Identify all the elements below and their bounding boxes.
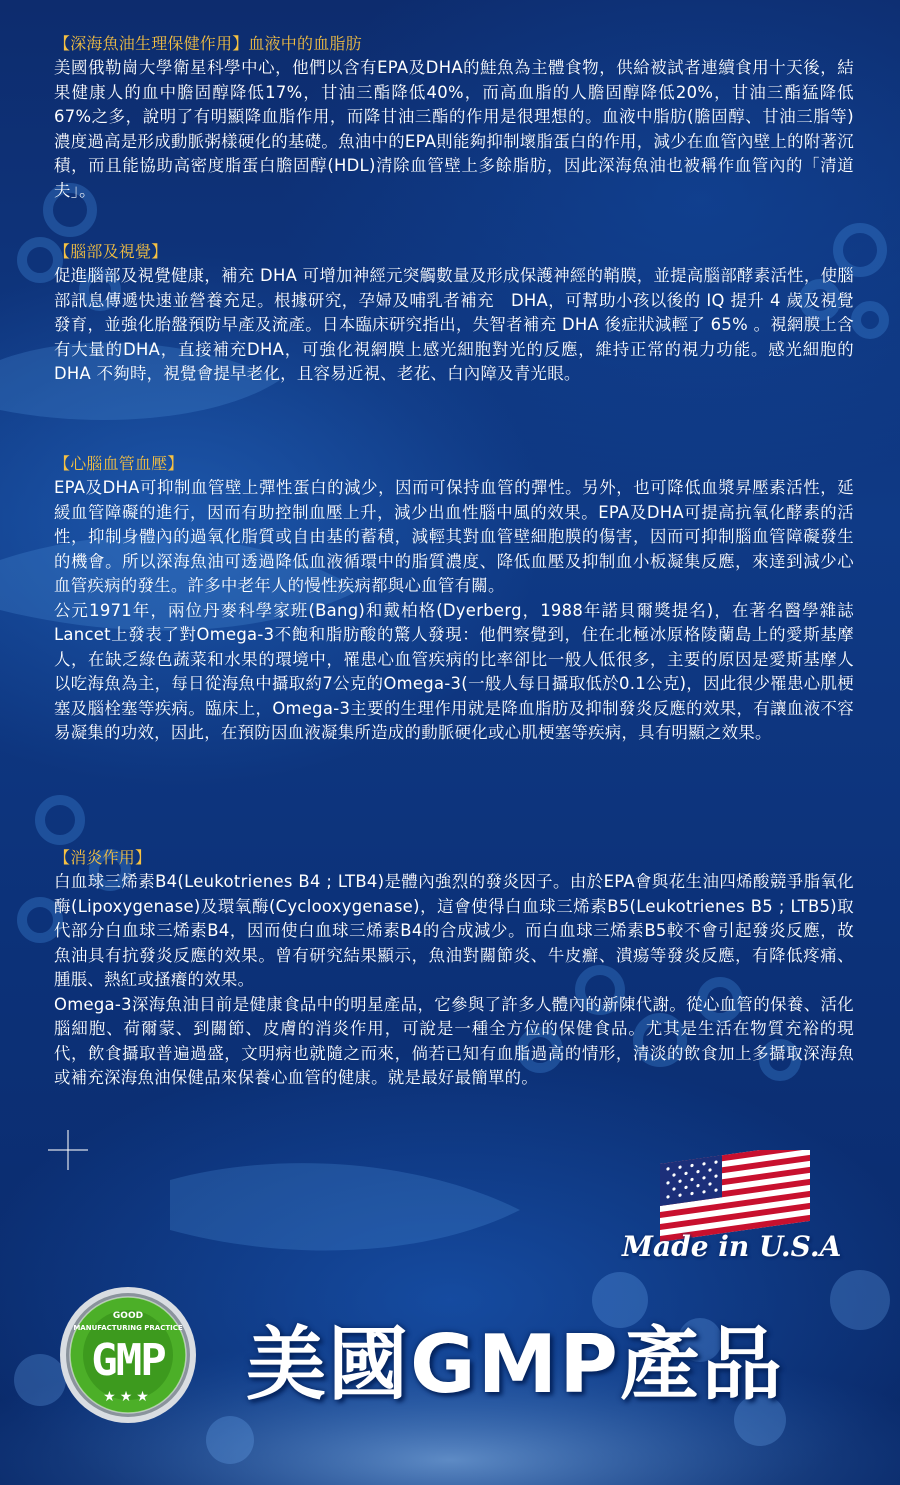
section-lipids bbox=[54, 32, 854, 203]
badge-stars: ★★★ bbox=[103, 1389, 153, 1405]
section-cardiovascular bbox=[54, 452, 854, 746]
gmp-badge-icon bbox=[58, 1285, 198, 1425]
section-heading: 【消炎作用】 bbox=[54, 848, 152, 867]
gmp-product-title: 美國GMP產品 bbox=[246, 1318, 784, 1411]
section-heading: 【深海魚油生理保健作用】血液中的血脂肪 bbox=[54, 34, 362, 53]
paragraph: Omega-3深海魚油目前是健康食品中的明星產品，它參與了許多人體內的新陳代謝。從心血管的保養、活化腦細胞、荷爾蒙、到關節、皮膚的消炎作用，可說是一種全方位的保健食品。尤其是生活在物質充裕的現代，飲食攝取普遍過盛，文明病也就隨之而來，倘若已知有血脂過高的情形，清淡的飲食加上多攝取深海魚或補充深海魚油保健品來保養心血管的健康。就是最好最簡單的。 bbox=[54, 994, 854, 1087]
section-brain-vision bbox=[54, 240, 854, 387]
paragraph: EPA及DHA可抑制血管壁上彈性蛋白的減少，因而可保持血管的彈性。另外，也可降低血漿昇壓素活性，延緩血管障礙的進行，因而有助控制血壓上升，減少出血性腦中風的效果。EPA及DHA可提高抗氧化酵素的活性，抑制身體內的過氧化脂質或自由基的蓄積，減輕其對血管壁細胞膜的傷害，因而可抑制腦血管障礙發生的機會。所以深海魚油可透過降低血液循環中的脂質濃度、降低血壓及抑制血小板凝集反應，來達到減少心血管疾病的發生。許多中老年人的慢性疾病都與心血管有關。 bbox=[54, 478, 854, 595]
badge-top-text: GOOD bbox=[112, 1311, 144, 1321]
section-body bbox=[54, 56, 854, 203]
section-heading: 【腦部及視覺】 bbox=[54, 242, 168, 261]
paragraph: 促進腦部及視覺健康，補充 DHA 可增加神經元突觸數量及形成保護神經的鞘膜，並提高腦部酵素活性，使腦部訊息傳遞快速並營養充足。根據研究，孕婦及哺乳者補充 DHA，可幫助小孩以後的 IQ 提升 4 歲及視覺發育，並強化胎盤預防早產及流產。日本臨床研究指出，失智者補充 DHA 後症狀減輕了 65% 。視網膜上含有大量的DHA，直接補充DHA，可強化視網膜上感光細胞對光的反應，維持正常的視力功能。感光細胞的 DHA 不夠時，視覺會提早老化，且容易近視、老花、白內障及青光眼。 bbox=[54, 266, 854, 383]
section-body bbox=[54, 264, 854, 387]
badge-subtitle-text: MANUFACTURING PRACTICE bbox=[73, 1324, 183, 1332]
badge-main-text: GMP bbox=[91, 1335, 165, 1386]
paragraph: 美國俄勒崗大學衛星科學中心，他們以含有EPA及DHA的鮭魚為主體食物，供給被試者連續食用十天後，結果健康人的血中膽固醇降低17%，甘油三酯降低40%，而高血脂的人膽固醇降低20%，甘油三酯猛降低67%之多，說明了有明顯降血脂作用，而降甘油三酯的作用是很理想的。血液中脂肪(膽固醇、甘油三脂等)濃度過高是形成動脈粥樣硬化的基礎。魚油中的EPA則能夠抑制壞脂蛋白的作用，減少在血管內壁上的附著沉積，而且能協助高密度脂蛋白膽固醇(HDL)清除血管壁上多餘脂肪，因此深海魚油也被稱作血管內的「清道夫」。 bbox=[54, 58, 854, 200]
made-in-usa-label: Made in U.S.A bbox=[622, 1230, 842, 1263]
section-heading: 【心腦血管血壓】 bbox=[54, 454, 184, 473]
section-body bbox=[54, 870, 854, 1091]
paragraph: 白血球三烯素B4(Leukotrienes B4 ; LTB4)是體內強烈的發炎因子。由於EPA會與花生油四烯酸競爭脂氧化酶(Lipoxygenase)及環氧酶(Cyclooxygenase)，這會使得白血球三烯素B5(Leukotrienes B5 ; LTB5)取代部分白血球三烯素B4，因而使白血球三烯素B4的合成減少。而白血球三烯素B5較不會引起發炎反應，故魚油具有抗發炎反應的效果。曾有研究結果顯示，魚油對關節炎、牛皮癬、潰瘍等發炎反應，有降低疼痛、腫脹、熱紅或搔癢的效果。 bbox=[54, 872, 854, 989]
paragraph: 公元1971年，兩位丹麥科學家班(Bang)和戴柏格(Dyerberg，1988年諾貝爾獎提名)，在著名醫學雜誌Lancet上發表了對Omega-3不飽和脂肪酸的驚人發現：他們察覺到，住在北極冰原格陵蘭島上的愛斯基摩人，在缺乏綠色蔬菜和水果的環境中，罹患心血管疾病的比率卻比一般人低很多，主要的原因是愛斯基摩人以吃海魚為主，每日從海魚中攝取約7公克的Omega-3(一般人每日攝取低於0.1公克)，因此很少罹患心肌梗塞及腦栓塞等疾病。臨床上，Omega-3主要的生理作用就是降血脂肪及抑制發炎反應的效果，有讓血液不容易凝集的功效，因此，在預防因血液凝集所造成的動脈硬化或心肌梗塞等疾病，具有明顯之效果。 bbox=[54, 600, 854, 742]
section-body bbox=[54, 476, 854, 746]
section-anti-inflammatory bbox=[54, 846, 854, 1091]
